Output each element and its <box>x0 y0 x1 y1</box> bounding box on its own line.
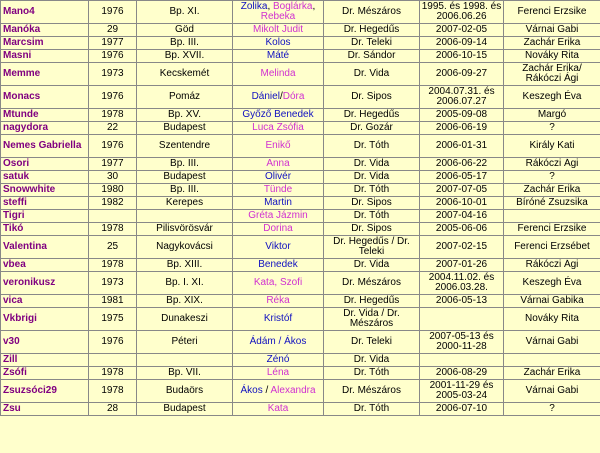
year-cell: 28 <box>89 403 137 416</box>
child-name: Kristóf <box>263 313 293 324</box>
place-cell: Szentendre <box>137 135 233 158</box>
separator: / <box>262 385 271 396</box>
date-cell <box>420 354 504 367</box>
doctor-cell: Dr. Hegedűs <box>324 295 420 308</box>
table-row <box>1 50 600 63</box>
date-cell: 2006-05-17 <box>420 171 504 184</box>
child-name: Olivér <box>264 171 292 182</box>
midwife-cell: Ferenci Erzsike <box>504 1 600 24</box>
year-cell: 1978 <box>89 109 137 122</box>
nickname-cell: Masni <box>1 50 89 63</box>
doctor-cell: Dr. Vida <box>324 171 420 184</box>
table-row <box>1 210 600 223</box>
children-cell <box>233 50 324 63</box>
doctor-cell: Dr. Mészáros <box>324 1 420 24</box>
table-row <box>1 63 600 86</box>
year-cell: 1982 <box>89 197 137 210</box>
children-cell <box>233 380 324 403</box>
children-cell <box>233 158 324 171</box>
year-cell: 1978 <box>89 259 137 272</box>
nickname-cell: Zsuzsóci29 <box>1 380 89 403</box>
year-cell: 1978 <box>89 367 137 380</box>
child-name: Anna <box>266 158 290 169</box>
child-name: Gréta Jázmin <box>248 210 308 221</box>
midwife-cell: Keszegh Éva <box>504 272 600 295</box>
place-cell: Bp. I. XI. <box>137 272 233 295</box>
midwife-cell: Nováky Rita <box>504 50 600 63</box>
year-cell: 25 <box>89 236 137 259</box>
doctor-cell: Dr. Vida / Dr. Mészáros <box>324 308 420 331</box>
date-cell: 2006-10-01 <box>420 197 504 210</box>
table-row <box>1 109 600 122</box>
doctor-cell: Dr. Hegedűs <box>324 109 420 122</box>
doctor-cell: Dr. Mészáros <box>324 272 420 295</box>
date-cell: 2007-02-05 <box>420 24 504 37</box>
child-name: Enikő <box>265 140 291 151</box>
place-cell <box>137 210 233 223</box>
year-cell: 1977 <box>89 158 137 171</box>
children-cell <box>233 197 324 210</box>
place-cell: Bp. III. <box>137 158 233 171</box>
child-name: Ádám / Ákos <box>249 336 307 347</box>
child-name: Réka <box>266 295 290 306</box>
table-row <box>1 184 600 197</box>
nickname-cell: Snowwhite <box>1 184 89 197</box>
child-name: Kolos <box>265 37 291 48</box>
child-name: Kata <box>267 403 289 414</box>
year-cell: 1975 <box>89 308 137 331</box>
place-cell: Kecskemét <box>137 63 233 86</box>
midwife-cell <box>504 210 600 223</box>
doctor-cell: Dr. Teleki <box>324 331 420 354</box>
table-row <box>1 236 600 259</box>
year-cell: 1973 <box>89 272 137 295</box>
children-cell <box>233 403 324 416</box>
children-cell <box>233 331 324 354</box>
children-cell <box>233 354 324 367</box>
child-name: Máté <box>266 50 290 61</box>
midwife-cell: Bíróné Zsuzsika <box>504 197 600 210</box>
children-cell <box>233 86 324 109</box>
table-row <box>1 367 600 380</box>
nickname-cell: satuk <box>1 171 89 184</box>
place-cell: Bp. XIX. <box>137 295 233 308</box>
table-row <box>1 37 600 50</box>
children-cell <box>233 259 324 272</box>
date-cell: 2006-09-14 <box>420 37 504 50</box>
child-name: Rebeka <box>260 11 296 22</box>
doctor-cell: Dr. Sipos <box>324 223 420 236</box>
child-name: Benedek <box>258 259 298 270</box>
midwife-cell: ? <box>504 403 600 416</box>
table-row <box>1 24 600 37</box>
date-cell: 2006-10-15 <box>420 50 504 63</box>
place-cell: Pilisvörösvár <box>137 223 233 236</box>
date-cell: 2006-06-19 <box>420 122 504 135</box>
doctor-cell: Dr. Sipos <box>324 197 420 210</box>
table-row <box>1 259 600 272</box>
place-cell: Bp. III. <box>137 37 233 50</box>
date-cell: 2007-02-15 <box>420 236 504 259</box>
table-row <box>1 122 600 135</box>
nickname-cell: Zill <box>1 354 89 367</box>
year-cell: 1976 <box>89 86 137 109</box>
child-name: Zénó <box>266 354 290 365</box>
children-cell <box>233 24 324 37</box>
children-cell <box>233 272 324 295</box>
midwife-cell: Várnai Gabi <box>504 380 600 403</box>
nickname-cell: Valentina <box>1 236 89 259</box>
children-cell <box>233 236 324 259</box>
midwife-cell: Ferenci Erzsébet <box>504 236 600 259</box>
child-name: Alexandra <box>270 385 316 396</box>
date-cell: 1995. és 1998. és 2006.06.26 <box>420 1 504 24</box>
children-cell <box>233 171 324 184</box>
children-cell <box>233 1 324 24</box>
table-row <box>1 197 600 210</box>
child-name: Boglárka <box>273 1 313 12</box>
date-cell: 2005-06-06 <box>420 223 504 236</box>
doctor-cell: Dr. Tóth <box>324 135 420 158</box>
doctor-cell: Dr. Sándor <box>324 50 420 63</box>
doctor-cell: Dr. Vida <box>324 259 420 272</box>
date-cell: 2006-05-13 <box>420 295 504 308</box>
year-cell: 1981 <box>89 295 137 308</box>
table-row <box>1 158 600 171</box>
children-cell <box>233 223 324 236</box>
table-row <box>1 223 600 236</box>
year-cell: 1980 <box>89 184 137 197</box>
nickname-cell: Mtunde <box>1 109 89 122</box>
table-row <box>1 135 600 158</box>
year-cell: 1976 <box>89 331 137 354</box>
doctor-cell: Dr. Tóth <box>324 210 420 223</box>
midwife-cell: Várnai Gabi <box>504 331 600 354</box>
child-name: Győző Benedek <box>242 109 314 120</box>
midwife-cell <box>504 354 600 367</box>
date-cell: 2007-07-05 <box>420 184 504 197</box>
midwife-cell: Rákóczi Ági <box>504 259 600 272</box>
table-row <box>1 354 600 367</box>
year-cell: 1977 <box>89 37 137 50</box>
date-cell: 2001-11-29 és 2005-03-24 <box>420 380 504 403</box>
children-cell <box>233 63 324 86</box>
children-cell <box>233 184 324 197</box>
place-cell: Kerepes <box>137 197 233 210</box>
nickname-cell: steffi <box>1 197 89 210</box>
year-cell: 1976 <box>89 50 137 63</box>
doctor-cell: Dr. Vida <box>324 158 420 171</box>
midwife-cell: ? <box>504 122 600 135</box>
date-cell: 2004.11.02. és 2006.03.28. <box>420 272 504 295</box>
table-row <box>1 1 600 24</box>
midwife-cell: Várnai Gabika <box>504 295 600 308</box>
table-body <box>1 1 600 416</box>
nickname-cell: Marcsim <box>1 37 89 50</box>
table-row <box>1 403 600 416</box>
nickname-cell: Nemes Gabriella <box>1 135 89 158</box>
table-row <box>1 380 600 403</box>
doctor-cell: Dr. Vida <box>324 63 420 86</box>
midwife-cell: Zachár Erika <box>504 367 600 380</box>
children-cell <box>233 367 324 380</box>
midwife-cell: Keszegh Éva <box>504 86 600 109</box>
separator: / <box>279 91 283 102</box>
year-cell: 1978 <box>89 223 137 236</box>
date-cell <box>420 308 504 331</box>
date-cell: 2007-04-16 <box>420 210 504 223</box>
nickname-cell: vica <box>1 295 89 308</box>
child-name: Luca Zsófia <box>252 122 304 133</box>
place-cell: Bp. XI. <box>137 1 233 24</box>
year-cell: 22 <box>89 122 137 135</box>
midwife-cell: Zachár Erika <box>504 37 600 50</box>
year-cell: 29 <box>89 24 137 37</box>
child-name: Dániel <box>251 91 280 102</box>
date-cell: 2006-07-10 <box>420 403 504 416</box>
place-cell: Bp. XIII. <box>137 259 233 272</box>
place-cell: Bp. XVII. <box>137 50 233 63</box>
table-row <box>1 272 600 295</box>
midwife-cell: Zachár Erika <box>504 184 600 197</box>
children-cell <box>233 308 324 331</box>
place-cell: Pomáz <box>137 86 233 109</box>
children-cell <box>233 135 324 158</box>
date-cell: 2007-05-13 és 2000-11-28 <box>420 331 504 354</box>
children-cell <box>233 295 324 308</box>
place-cell: Dunakeszi <box>137 308 233 331</box>
nickname-cell: Memme <box>1 63 89 86</box>
midwife-cell: Ferenci Erzsike <box>504 223 600 236</box>
place-cell: Péteri <box>137 331 233 354</box>
year-cell <box>89 354 137 367</box>
nickname-cell: v30 <box>1 331 89 354</box>
doctor-cell: Dr. Hegedűs <box>324 24 420 37</box>
table-row <box>1 86 600 109</box>
nickname-cell: Vkbrigi <box>1 308 89 331</box>
doctor-cell: Dr. Teleki <box>324 37 420 50</box>
doctor-cell: Dr. Mészáros <box>324 380 420 403</box>
child-name: Mikolt Judit <box>252 24 303 35</box>
child-name: Martin <box>264 197 292 208</box>
year-cell: 30 <box>89 171 137 184</box>
midwife-cell: Várnai Gabi <box>504 24 600 37</box>
doctor-cell: Dr. Tóth <box>324 184 420 197</box>
date-cell: 2004.07.31. és 2006.07.27 <box>420 86 504 109</box>
place-cell: Budapest <box>137 403 233 416</box>
child-name: Zolika <box>240 1 268 12</box>
separator: , <box>267 1 273 12</box>
midwife-cell: Nováky Rita <box>504 308 600 331</box>
year-cell: 1973 <box>89 63 137 86</box>
nickname-cell: Tikó <box>1 223 89 236</box>
date-cell: 2006-06-22 <box>420 158 504 171</box>
child-name: Léna <box>266 367 290 378</box>
child-name: Kata, Szofi <box>253 277 303 288</box>
nickname-cell: Zsu <box>1 403 89 416</box>
midwife-cell: ? <box>504 171 600 184</box>
place-cell: Bp. VII. <box>137 367 233 380</box>
children-cell <box>233 37 324 50</box>
doctor-cell: Dr. Tóth <box>324 403 420 416</box>
place-cell: Budapest <box>137 122 233 135</box>
midwife-cell: Margó <box>504 109 600 122</box>
children-cell <box>233 122 324 135</box>
midwife-cell: Rákóczi Ági <box>504 158 600 171</box>
table-row <box>1 295 600 308</box>
nickname-cell: Zsófi <box>1 367 89 380</box>
date-cell: 2006-09-27 <box>420 63 504 86</box>
doctor-cell: Dr. Hegedűs / Dr. Teleki <box>324 236 420 259</box>
year-cell: 1976 <box>89 1 137 24</box>
place-cell: Budapest <box>137 171 233 184</box>
doctor-cell: Dr. Vida <box>324 354 420 367</box>
child-name: Dorina <box>263 223 293 234</box>
place-cell: Nagykovácsi <box>137 236 233 259</box>
table-row <box>1 171 600 184</box>
nickname-cell: Osori <box>1 158 89 171</box>
date-cell: 2007-01-26 <box>420 259 504 272</box>
date-cell: 2006-08-29 <box>420 367 504 380</box>
table-row <box>1 308 600 331</box>
date-cell: 2005-09-08 <box>420 109 504 122</box>
place-cell <box>137 354 233 367</box>
nickname-cell: Monacs <box>1 86 89 109</box>
place-cell: Göd <box>137 24 233 37</box>
nickname-cell: Mano4 <box>1 1 89 24</box>
year-cell: 1978 <box>89 380 137 403</box>
children-cell <box>233 109 324 122</box>
place-cell: Bp. XV. <box>137 109 233 122</box>
doctor-cell: Dr. Gozár <box>324 122 420 135</box>
midwife-cell: Király Kati <box>504 135 600 158</box>
children-cell <box>233 210 324 223</box>
doctor-cell: Dr. Sipos <box>324 86 420 109</box>
child-name: Viktor <box>265 241 291 252</box>
place-cell: Bp. III. <box>137 184 233 197</box>
year-cell <box>89 210 137 223</box>
nickname-cell: nagydora <box>1 122 89 135</box>
year-cell: 1976 <box>89 135 137 158</box>
place-cell: Budaörs <box>137 380 233 403</box>
nickname-cell: Tigri <box>1 210 89 223</box>
midwife-cell: Zachár Erika/ Rákóczi Ági <box>504 63 600 86</box>
nickname-cell: vbea <box>1 259 89 272</box>
nickname-cell: veronikusz <box>1 272 89 295</box>
doctor-cell: Dr. Tóth <box>324 367 420 380</box>
date-cell: 2006-01-31 <box>420 135 504 158</box>
table-row <box>1 331 600 354</box>
separator: , <box>312 1 316 12</box>
child-name: Melinda <box>260 68 296 79</box>
child-name: Tünde <box>263 184 293 195</box>
child-name: Ákos <box>240 385 263 396</box>
nickname-cell: Manóka <box>1 24 89 37</box>
child-name: Dóra <box>282 91 305 102</box>
